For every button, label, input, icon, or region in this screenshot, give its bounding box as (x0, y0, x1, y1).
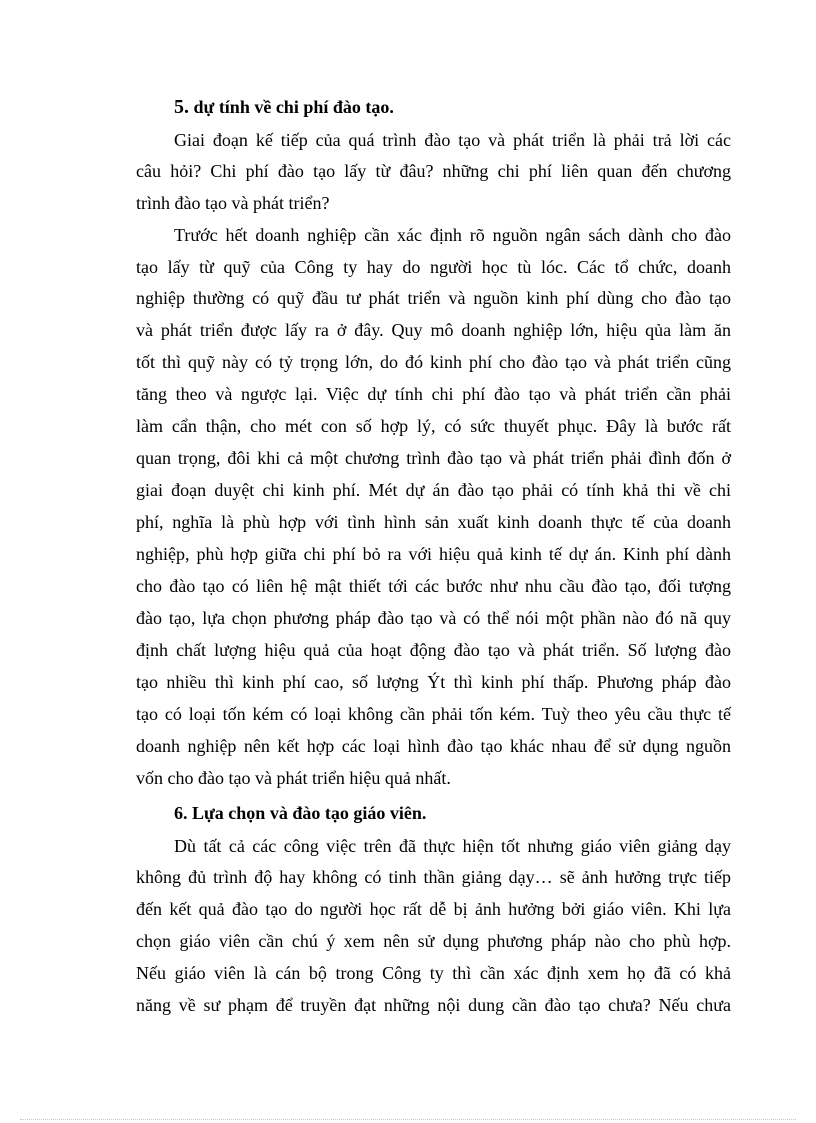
paragraph-line: tăng theo và ngược lại. Việc dự tính chi phí đào tạo và phát triển cần phải (136, 384, 731, 404)
paragraph-line: phí, nghĩa là phù hợp với tình hình sản xuất kinh doanh thực tế của doanh (136, 512, 731, 532)
paragraph-line: không đủ trình độ hay không có tinh thần giảng dạy… sẽ ảnh hưởng trực tiếp (136, 867, 731, 887)
section-5-heading (174, 96, 731, 118)
paragraph-line: Giai đoạn kế tiếp của quá trình đào tạo và phát triển là phải trả lời các (174, 130, 731, 150)
paragraph-line: giai đoạn duyệt chi kinh phí. Mét dự án đào tạo phải có tính khả thi về chi (136, 480, 731, 500)
section-6-heading: 6. Lựa chọn và đào tạo giáo viên. (174, 803, 427, 823)
paragraph-line: câu hỏi? Chi phí đào tạo lấy từ đâu? những chi phí liên quan đến chương (136, 161, 731, 181)
section-5-title: dự tính về chi phí đào tạo. (193, 97, 394, 117)
paragraph-line: vốn cho đào tạo và phát triển hiệu quả nhất. (136, 768, 451, 788)
paragraph-line: định chất lượng hiệu quả của hoạt động đào tạo và phát triển. Số lượng đào (136, 640, 731, 660)
paragraph-line: doanh nghiệp nên kết hợp các loại hình đào tạo khác nhau để sử dụng nguồn (136, 736, 731, 756)
paragraph-line: tạo nhiều thì kinh phí cao, số lượng Ýt thì kinh phí thấp. Phương pháp đào (136, 672, 731, 692)
paragraph-line: và phát triển được lấy ra ở đây. Quy mô doanh nghiệp lớn, hiệu qủa làm ăn (136, 320, 731, 340)
paragraph-line: quan trọng, đôi khi cả một chương trình đào tạo và phát triển phải đình đốn ở (136, 448, 731, 468)
section-5-number: 5. (174, 96, 189, 118)
paragraph-line: làm cẩn thận, cho mét con số hợp lý, có sức thuyết phục. Đây là bước rất (136, 416, 731, 436)
paragraph-line: đến kết quả đào tạo do người học rất dễ bị ảnh hưởng bởi giáo viên. Khi lựa (136, 899, 731, 919)
paragraph-line: tạo có loại tốn kém có loại không cần phải tốn kém. Tuỳ theo yêu cầu thực tế (136, 704, 731, 724)
page-bottom-divider (20, 1119, 796, 1120)
paragraph-line: chọn giáo viên cần chú ý xem nên sử dụng phương pháp nào cho phù hợp. (136, 931, 731, 951)
paragraph-line: Trước hết doanh nghiệp cần xác định rõ nguồn ngân sách dành cho đào (174, 225, 731, 245)
paragraph-line: Dù tất cả các công việc trên đã thực hiện tốt nhưng giáo viên giảng dạy (174, 836, 731, 856)
paragraph-line: tốt thì quỹ này có tỷ trọng lớn, do đó kinh phí cho đào tạo và phát triển cũng (136, 352, 731, 372)
paragraph-line: cho đào tạo có liên hệ mật thiết tới các bước như nhu cầu đào tạo, đối tượng (136, 576, 731, 596)
paragraph-line: Nếu giáo viên là cán bộ trong Công ty thì cần xác định xem họ đã có khả (136, 963, 731, 983)
paragraph-line: tạo lấy từ quỹ của Công ty hay do người học tù lóc. Các tổ chức, doanh (136, 257, 731, 277)
paragraph-line: năng về sư phạm để truyền đạt những nội dung cần đào tạo chưa? Nếu chưa (136, 995, 731, 1015)
paragraph-line: đào tạo, lựa chọn phương pháp đào tạo và có thể nói một phần nào đó nã quy (136, 608, 731, 628)
paragraph-line: trình đào tạo và phát triển? (136, 193, 330, 213)
paragraph-line: nghiệp thường có quỹ đầu tư phát triển và nguồn kinh phí dùng cho đào tạo (136, 288, 731, 308)
paragraph-line: nghiệp, phù hợp giữa chi phí bỏ ra với hiệu quả kinh tế dự án. Kinh phí dành (136, 544, 731, 564)
